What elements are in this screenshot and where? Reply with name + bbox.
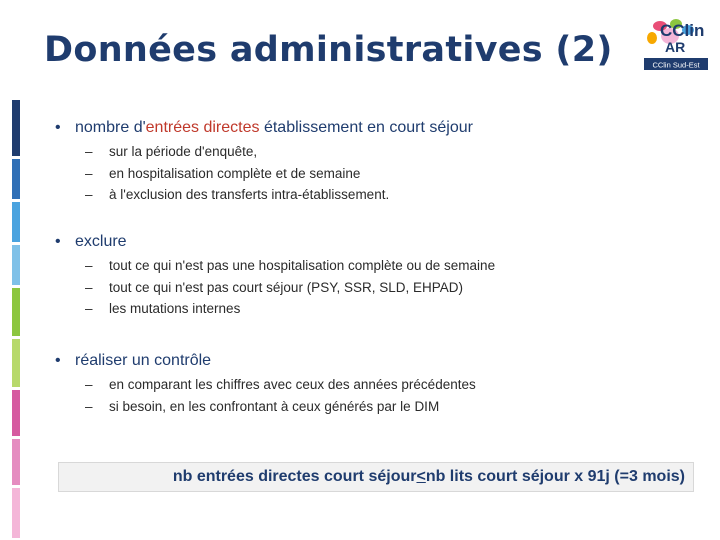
section-2-list bbox=[85, 255, 495, 320]
section-3-list bbox=[85, 374, 476, 417]
list-item: – les mutations internes bbox=[85, 301, 241, 316]
formula-text: nb lits court séjour x 91j (=3 mois) bbox=[425, 468, 685, 485]
heading-text: exclure bbox=[75, 233, 127, 250]
logo-text-sub: AR bbox=[665, 39, 686, 55]
logo-text-main: CClin bbox=[660, 21, 705, 40]
section-1-heading bbox=[55, 119, 473, 137]
list-item: – tout ce qui n'est pas une hospitalisation complète ou de semaine bbox=[85, 258, 496, 273]
list-item: – sur la période d'enquête, bbox=[85, 144, 258, 159]
list-item: – en comparant les chiffres avec ceux des années précédentes bbox=[85, 377, 476, 392]
formula-symbol: < bbox=[416, 468, 426, 485]
formula-text: nb entrées directes court séjour bbox=[172, 468, 417, 485]
list-item: – en hospitalisation complète et de semaine bbox=[85, 165, 361, 181]
section-2-heading bbox=[55, 233, 127, 251]
heading-text: nombre d' bbox=[75, 119, 146, 136]
decorative-stripe bbox=[12, 100, 20, 540]
slide-title: Données administratives (2) bbox=[44, 30, 613, 70]
list-item: – tout ce qui n'est pas court séjour (PSY, SSR, SLD, EHPAD) bbox=[85, 279, 463, 295]
highlight-text: entrées directes bbox=[145, 119, 260, 136]
formula-box bbox=[58, 462, 694, 492]
bullet-icon: • bbox=[55, 119, 61, 136]
heading-text: réaliser un contrôle bbox=[75, 352, 212, 369]
section-1-list bbox=[85, 141, 389, 206]
list-item: – à l'exclusion des transferts intra-établissement. bbox=[85, 187, 390, 202]
section-3-heading bbox=[55, 352, 211, 370]
bullet-icon: • bbox=[55, 352, 61, 369]
bullet-icon: • bbox=[55, 233, 61, 250]
list-item: – si besoin, en les confrontant à ceux générés par le DIM bbox=[85, 398, 440, 414]
logo-band-text: CClin Sud-Est bbox=[652, 60, 700, 70]
heading-text: établissement en court séjour bbox=[259, 119, 473, 136]
logo-cclin-arlin bbox=[630, 12, 712, 74]
